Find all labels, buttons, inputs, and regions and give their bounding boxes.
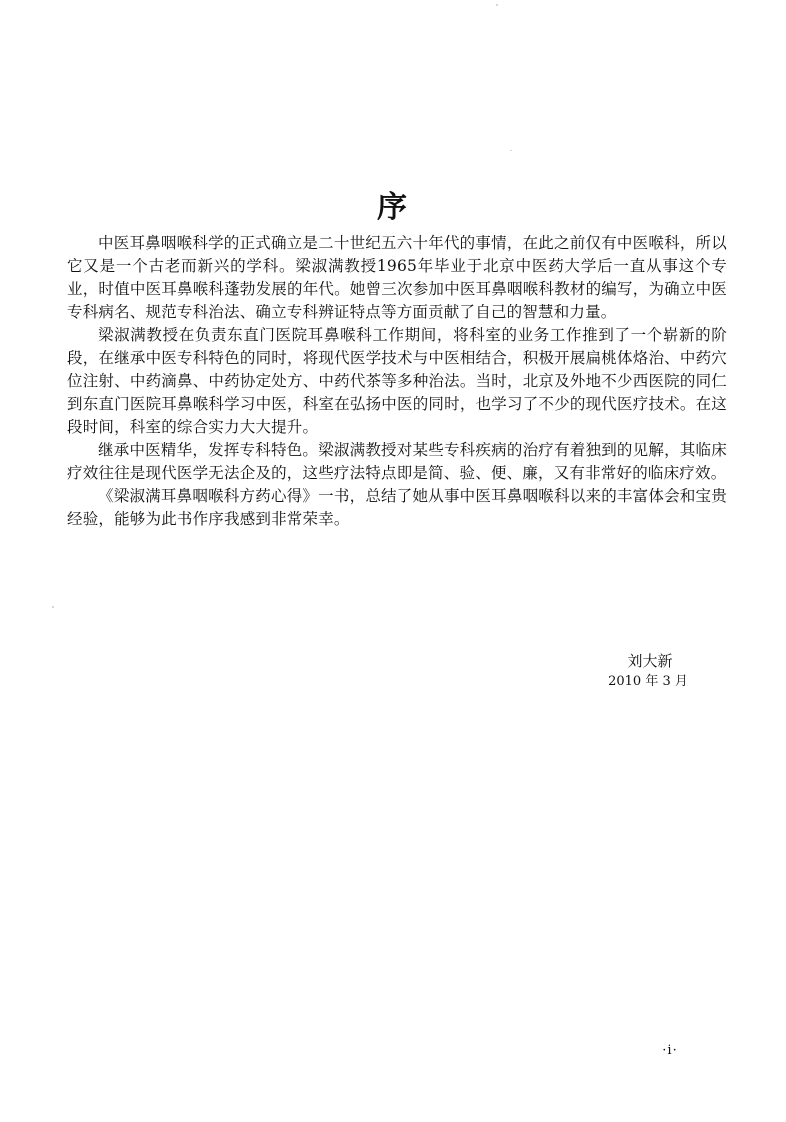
signature-block: [560, 650, 700, 692]
scan-speck: [52, 606, 54, 608]
page-number: ·i·: [662, 1043, 678, 1058]
foreword-body: [67, 232, 727, 531]
signature-date: 2010 年 3 月: [608, 674, 688, 689]
scan-speck: [510, 150, 512, 151]
page-title: 序: [377, 190, 409, 226]
author-name: 刘大新: [627, 652, 673, 670]
scan-speck: [496, 4, 498, 6]
paragraph: 中医耳鼻咽喉科学的正式确立是二十世纪五六十年代的事情，在此之前仅有中医喉科，所以它又是一个古老而新兴的学科。梁淑满教授1965年毕业于北京中医药大学后一直从事这个专业，时值中医耳鼻喉科蓬勃发展的年代。她曾三次参加中医耳鼻咽喉科教材的编写，为确立中医专科病名、规范专科治法、确立专科辨证特点等方面贡献了自己的智慧和力量。: [67, 234, 727, 321]
paragraph: 梁淑满教授在负责东直门医院耳鼻喉科工作期间，将科室的业务工作推到了一个崭新的阶段，在继承中医专科特色的同时，将现代医学技术与中医相结合，积极开展扁桃体烙治、中药穴位注射、中药滴鼻、中药协定处方、中药代茶等多种治法。当时，北京及外地不少西医院的同仁到东直门医院耳鼻喉科学习中医，科室在弘扬中医的同时，也学习了不少的现代医疗技术。在这段时间，科室的综合实力大大提升。: [67, 326, 727, 436]
paragraph: 继承中医精华，发挥专科特色。梁淑满教授对某些专科疾病的治疗有着独到的见解，其临床疗效往往是现代医学无法企及的，这些疗法特点即是简、验、便、廉，又有非常好的临床疗效。: [67, 441, 727, 482]
paragraph: 《梁淑满耳鼻咽喉科方药心得》一书，总结了她从事中医耳鼻咽喉科以来的丰富体会和宝贵经验，能够为此书作序我感到非常荣幸。: [67, 487, 727, 528]
